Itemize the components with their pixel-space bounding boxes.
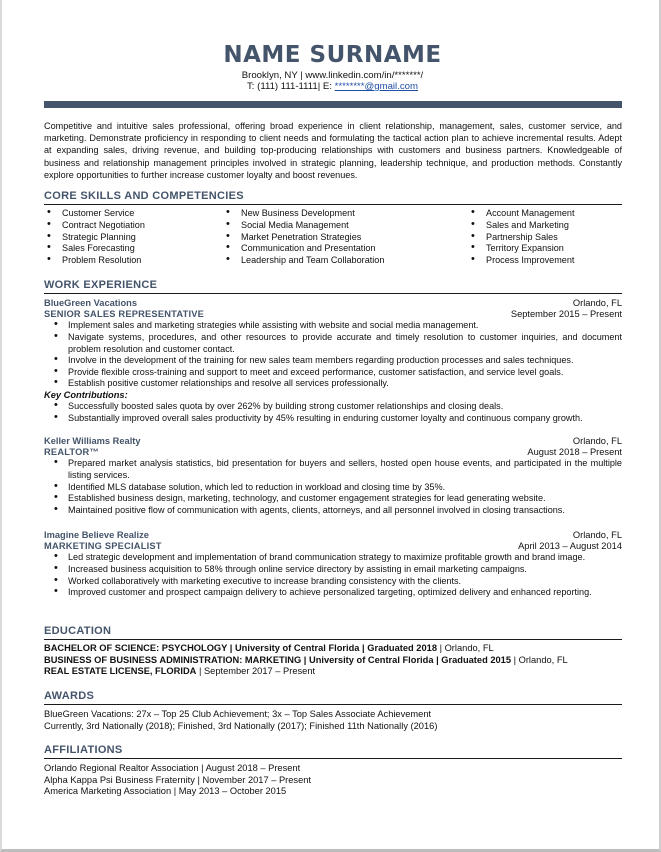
job-bluegreen [44,298,622,424]
contact-phone-email [2,81,661,92]
awards-heading: AWARDS [44,690,622,705]
skill-item: • Strategic Planning [44,232,145,244]
skill-item: • Process Improvement [468,255,574,267]
job-location: Orlando, FL [572,436,622,446]
job-bullets [44,552,622,598]
skill-item: • Customer Service [44,208,145,220]
bullet-item: • Increased business acquisition to 58% through online service directory by assisting in email marketing campaigns. [68,564,622,576]
professional-summary: Competitive and intuitive sales professional, offering broad experience in client relationship, management, sales, customer service, and marketing. Demonstrate proficiency in responding to client needs and formulating the tactical action plan to achieve incremental results. Adept at expanding sales, driving revenue, and building top-producing relationships with customers and business partners. Knowledgeable of business and relationship management principles involved in strategic planning, leadership technique, and production methods. Constantly explore opportunities to further increase customer loyalty and boost revenues. [44,121,622,180]
skills-heading: CORE SKILLS AND COMPETENCIES [44,190,622,205]
job-dates: August 2018 – Present [527,447,622,458]
contact-phone: T: (111) 111-1111| E: [247,81,335,92]
skill-item: • Territory Expansion [468,243,574,255]
job-title: MARKETING SPECIALIST [44,541,162,552]
skills-column-1 [44,208,145,267]
key-contributions-list [44,401,622,424]
bullet-item: • Substantially improved overall sales productivity by 45% resulting in enduring customer loyalty and continuous company growth. [68,413,622,425]
bullet-item: • Involve in the development of the training for new sales team members regarding production processes and sales techniques. [68,355,622,367]
bullet-item: • Improved customer and prospect campaign delivery to achieve personalized targeting, optimized delivery and enhanced reporting. [68,587,622,599]
awards-list [44,709,622,732]
job-bullets [44,458,622,516]
affiliations-heading: AFFILIATIONS [44,744,622,759]
bullet-item: • Established business design, marketing, technology, and customer engagement strategies for lead generating website. [68,493,622,505]
job-bullets [44,320,622,390]
experience-heading: WORK EXPERIENCE [44,279,622,294]
job-title: REALTOR™ [44,447,99,458]
skill-item: • Problem Resolution [44,255,145,267]
bullet-item: • Implement sales and marketing strategies while assisting with website and social media management. [68,320,622,332]
job-company: BlueGreen Vacations [44,298,138,308]
award-item: Currently, 3rd Nationally (2018); Finished, 3rd Nationally (2017); Finished 11th Nationally (2016) [44,720,438,731]
bullet-item: • Led strategic development and implementation of brand communication strategy to maximize profitable growth and brand image. [68,552,622,564]
job-company: Imagine Believe Realize [44,530,149,540]
bullet-item: • Establish positive customer relationships and resolve all services professionally. [68,378,622,390]
skill-item: • Account Management [468,208,574,220]
key-contributions-label: Key Contributions: [44,389,128,400]
education-degree-psychology: BACHELOR OF SCIENCE: PSYCHOLOGY | University of Central Florida | Graduated 2018 | Orlando, FL [44,643,494,653]
skills-column-2 [223,208,384,267]
job-location: Orlando, FL [572,298,622,308]
skill-item: • Contract Negotiation [44,220,145,232]
bullet-item: • Navigate systems, procedures, and other resources to provide accurate and timely resolution to customer inquiries, and document problem resolution and customer contact. [68,332,622,355]
award-item: BlueGreen Vacations: 27x – Top 25 Club Achievement; 3x – Top Sales Associate Achievement [44,709,432,719]
bullet-item: • Identified MLS database solution, which led to reduction in workload and closing time by 35%. [68,482,622,494]
job-location: Orlando, FL [572,530,622,540]
job-imagine-believe-realize [44,530,622,599]
bullet-item: • Successfully boosted sales quota by over 262% by building strong customer relationships and closing deals. [68,401,622,413]
skill-item: • Leadership and Team Collaboration [223,255,384,267]
skill-item: • Partnership Sales [468,232,574,244]
skill-item: • Sales Forecasting [44,243,145,255]
affiliation-item: Orlando Regional Realtor Association | August 2018 – Present [44,763,301,773]
job-title: SENIOR SALES REPRESENTATIVE [44,309,205,320]
skill-item: • Communication and Presentation [223,243,384,255]
affiliations-list [44,763,622,798]
education-list [44,643,622,678]
affiliation-item: America Marketing Association | May 2013 – October 2015 [44,786,287,797]
skill-item: • Sales and Marketing [468,220,574,232]
email-link[interactable]: ********@gmail.com [334,81,418,92]
candidate-name: NAME SURNAME [223,42,442,68]
education-heading: EDUCATION [44,625,622,640]
job-keller-williams [44,436,622,516]
contact-location-linkedin: Brooklyn, NY | www.linkedin.com/in/*******/ [241,70,424,81]
job-dates: September 2015 – Present [510,309,622,320]
affiliation-item: Alpha Kappa Psi Business Fraternity | November 2017 – Present [44,774,311,785]
job-dates: April 2013 – August 2014 [518,541,622,552]
bullet-item: • Provide flexible cross-training and support to meet and exceed performance, customer satisfaction, and service level goals. [68,367,622,379]
bullet-item: • Prepared market analysis statistics, bid presentation for buyers and sellers, hosted open house events, and participated in the multiple listing services. [68,458,622,481]
bullet-item: • Worked collaboratively with marketing executive to increase branding consistency with the clients. [68,576,622,588]
skills-column-3 [468,208,574,267]
education-license: REAL ESTATE LICENSE, FLORIDA | September 2017 – Present [44,666,316,677]
skill-item: • New Business Development [223,208,384,220]
education-degree-business: BUSINESS OF BUSINESS ADMINISTRATION: MARKETING | University of Central Florida | Graduated 2015 | Orlando, FL [44,654,568,665]
job-company: Keller Williams Realty [44,436,141,446]
header-divider-bar [44,101,622,108]
skill-item: • Social Media Management [223,220,384,232]
bullet-item: • Maintained positive flow of communication with agents, clients, attorneys, and all personnel involved in closing transactions. [68,505,622,517]
skill-item: • Market Penetration Strategies [223,232,384,244]
